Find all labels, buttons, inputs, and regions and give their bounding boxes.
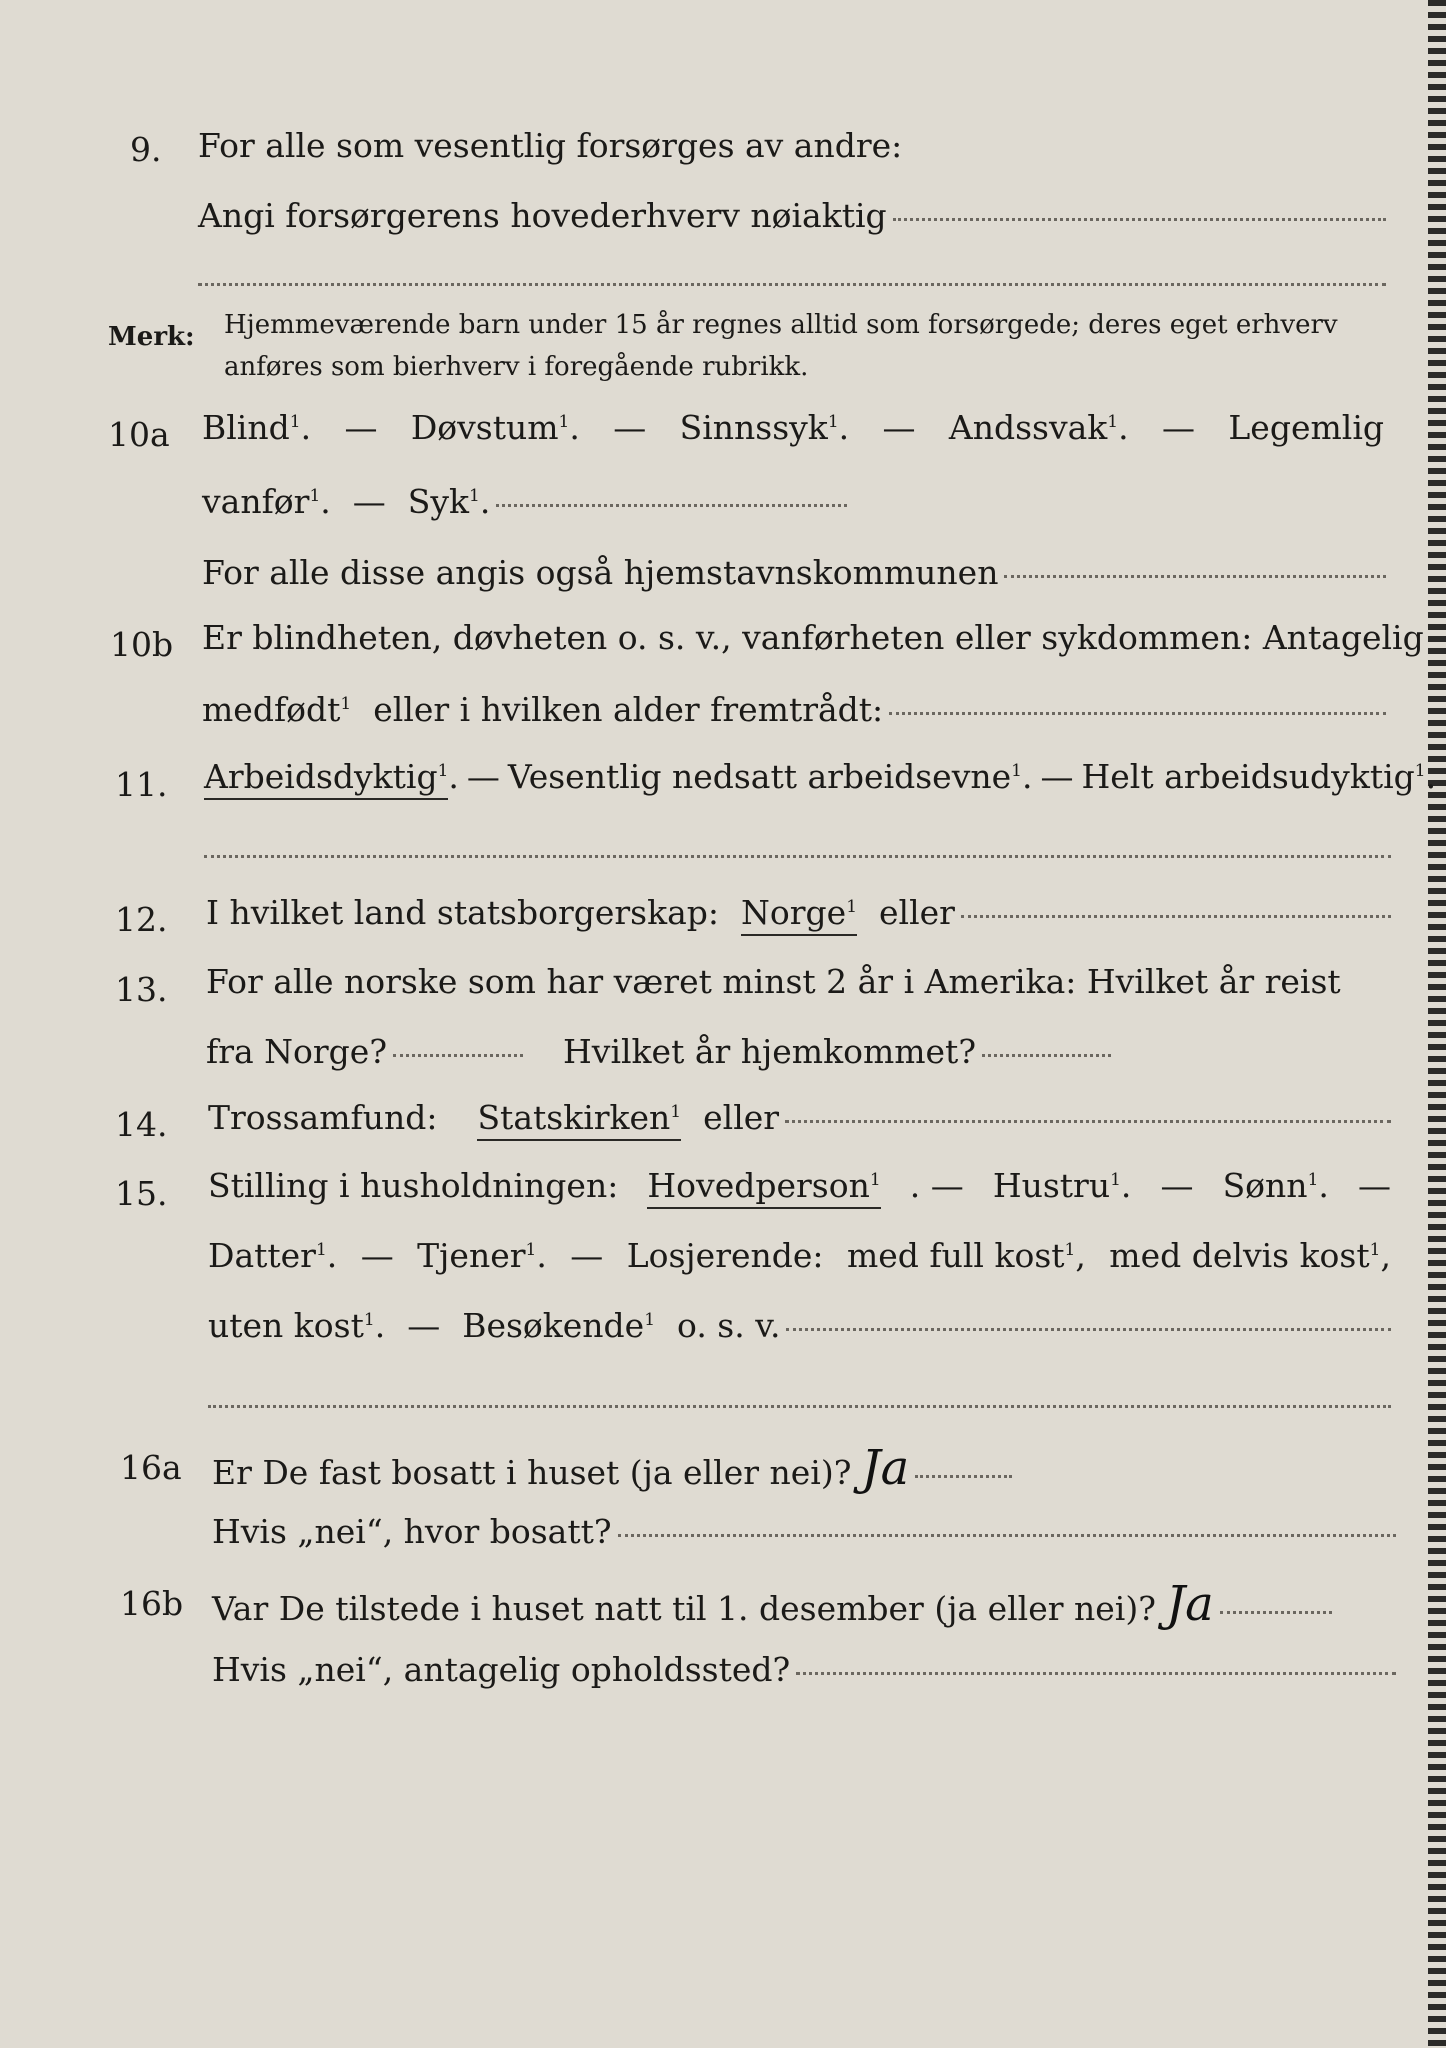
item-15-number: 15. xyxy=(115,1174,168,1213)
item-13-fra-norge: fra Norge? xyxy=(206,1032,388,1071)
dash-4: — xyxy=(1162,408,1195,447)
option-delvis-kost[interactable]: med delvis kost$^1$, xyxy=(1109,1236,1391,1275)
option-uten-kost[interactable]: uten kost$^1$. xyxy=(208,1306,386,1345)
item-15-line1 xyxy=(208,1166,1391,1209)
option-hustru[interactable]: Hustru$^1$. xyxy=(992,1166,1132,1205)
item-15-extra-line[interactable] xyxy=(208,1405,1391,1408)
item-12-line xyxy=(206,893,1391,936)
option-sonn[interactable]: Sønn$^1$. xyxy=(1222,1166,1329,1205)
item-10a-answer-line[interactable] xyxy=(496,504,847,507)
item-12-number: 12. xyxy=(115,900,168,939)
item-12-eller: eller xyxy=(879,893,955,932)
item-16a-answer[interactable]: Ja xyxy=(861,1440,910,1496)
item-16b-line2 xyxy=(212,1650,1396,1689)
option-full-kost[interactable]: med full kost$^1$, xyxy=(846,1236,1086,1275)
item-10a-hjemstavn-line[interactable] xyxy=(1004,575,1386,578)
item-13-number: 13. xyxy=(115,970,168,1009)
item-9-line2 xyxy=(198,196,1386,235)
dash-8: . — xyxy=(909,1166,964,1205)
option-andssvak[interactable]: Andssvak$^1$. xyxy=(948,408,1129,447)
option-legemlig[interactable]: Legemlig xyxy=(1228,408,1384,447)
item-9-line1: For alle som vesentlig forsørges av andre: xyxy=(198,126,903,165)
item-14-answer-line[interactable] xyxy=(785,1120,1391,1123)
item-14-line xyxy=(208,1098,1391,1141)
merk-line1: Hjemmeværende barn under 15 år regnes alltid som forsørgede; deres eget erhverv xyxy=(224,310,1338,340)
item-10a-line3-text: For alle disse angis også hjemstavnskommunen xyxy=(202,553,999,592)
item-10b-line2-text: eller i hvilken alder fremtrådt: xyxy=(373,690,884,729)
item-13-reist-line[interactable] xyxy=(393,1054,523,1057)
dash-12: — xyxy=(570,1236,604,1275)
item-15-losjerende: Losjerende: xyxy=(626,1236,824,1275)
item-16a-answer-line[interactable] xyxy=(915,1475,1012,1478)
item-10b-line2 xyxy=(202,690,1386,729)
item-10a-line3 xyxy=(202,553,1386,592)
option-besokende[interactable]: Besøkende$^1$ xyxy=(462,1306,656,1345)
option-arbeidsdyktig[interactable]: Arbeidsdyktig$^1$ xyxy=(204,757,448,800)
item-11-line1: Arbeidsdyktig$^1$ . — Vesentlig nedsatt arbeidsevne$^1$. — Helt arbeidsudyktig$^1$. xyxy=(204,757,1436,800)
item-10b-number: 10b xyxy=(110,625,174,664)
item-10b-line1: Er blindheten, døvheten o. s. v., vanførheten eller sykdommen: Antagelig xyxy=(202,618,1424,657)
option-sinnssyk[interactable]: Sinnssyk$^1$. xyxy=(679,408,850,447)
item-9-line2-text: Angi forsørgerens hovederhverv nøiaktig xyxy=(198,196,887,235)
item-12-answer-line[interactable] xyxy=(961,915,1391,918)
item-9-answer-line[interactable] xyxy=(893,218,1386,221)
item-16a-bosatt-line[interactable] xyxy=(618,1534,1396,1537)
item-13-line2 xyxy=(206,1032,1111,1071)
option-dovstum[interactable]: Døvstum$^1$. xyxy=(410,408,580,447)
item-16b-answer[interactable]: Ja xyxy=(1165,1576,1214,1632)
item-16b-question: Var De tilstede i huset natt til 1. desember (ja eller nei)? xyxy=(212,1589,1156,1628)
item-16a-question: Er De fast bosatt i huset (ja eller nei)? xyxy=(212,1453,852,1492)
item-15-osv: o. s. v. xyxy=(677,1306,781,1345)
item-16b-answer-line[interactable] xyxy=(1220,1611,1332,1614)
option-medfodt[interactable]: medfødt$^1$ xyxy=(202,690,352,729)
item-16a-number: 16a xyxy=(120,1448,182,1487)
dash-6: — xyxy=(466,757,500,796)
dash-7: — xyxy=(1040,757,1074,796)
item-16b-number: 16b xyxy=(120,1584,184,1623)
item-16a-line1 xyxy=(212,1440,1012,1496)
item-14-text: Trossamfund: xyxy=(208,1098,438,1137)
option-datter[interactable]: Datter$^1$. xyxy=(208,1236,338,1275)
option-norge[interactable]: Norge$^1$ xyxy=(741,893,857,936)
dash-9: — xyxy=(1160,1166,1194,1205)
merk-label: Merk: xyxy=(108,322,195,352)
option-arbeidsudyktig[interactable]: Helt arbeidsudyktig$^1$. xyxy=(1081,757,1437,796)
item-10a-number: 10a xyxy=(108,415,170,454)
item-16b-opholdssted-line[interactable] xyxy=(796,1672,1396,1675)
dash-11: — xyxy=(360,1236,394,1275)
dash-2: — xyxy=(613,408,647,447)
item-16b-followup: Hvis „nei“, antagelig opholdssted? xyxy=(212,1650,791,1689)
dash-5: — xyxy=(352,482,386,521)
item-12-text: I hvilket land statsborgerskap: xyxy=(206,893,720,932)
item-13-hjemkommet-line[interactable] xyxy=(982,1054,1111,1057)
item-14-number: 14. xyxy=(115,1105,168,1144)
item-15-text: Stilling i husholdningen: xyxy=(208,1166,619,1205)
item-14-eller: eller xyxy=(703,1098,780,1137)
item-10a-line2 xyxy=(202,482,847,521)
option-vanfor[interactable]: vanfør$^1$. xyxy=(202,482,331,521)
item-11-number: 11. xyxy=(115,765,168,804)
item-9-number: 9. xyxy=(130,130,162,169)
item-13-hjemkommet: Hvilket år hjemkommet? xyxy=(563,1032,977,1071)
dash-1: — xyxy=(344,408,378,447)
item-10a-line1 xyxy=(202,408,1384,447)
item-16a-followup: Hvis „nei“, hvor bosatt? xyxy=(212,1512,612,1551)
option-syk[interactable]: Syk$^1$. xyxy=(407,482,491,521)
item-10b-answer-line[interactable] xyxy=(889,712,1386,715)
dash-10: — xyxy=(1357,1166,1391,1205)
option-blind[interactable]: Blind$^1$. xyxy=(202,408,312,447)
merk-line2: anføres som bierhverv i foregående rubrikk. xyxy=(224,352,809,382)
item-11-answer-line[interactable] xyxy=(204,855,1391,858)
dash-3: — xyxy=(882,408,916,447)
option-nedsatt-arbeidsevne[interactable]: Vesentlig nedsatt arbeidsevne$^1$. xyxy=(507,757,1033,796)
perforated-edge xyxy=(1428,0,1446,2048)
item-16a-line2 xyxy=(212,1512,1396,1551)
option-hovedperson[interactable]: Hovedperson$^1$ xyxy=(647,1166,880,1209)
item-15-line3 xyxy=(208,1306,1391,1345)
dash-13: — xyxy=(407,1306,441,1345)
item-15-line2 xyxy=(208,1236,1391,1275)
item-9-extra-line[interactable] xyxy=(198,283,1386,286)
item-15-answer-line[interactable] xyxy=(786,1328,1391,1331)
option-tjener[interactable]: Tjener$^1$. xyxy=(417,1236,547,1275)
item-13-line1: For alle norske som har været minst 2 år i Amerika: Hvilket år reist xyxy=(206,962,1341,1001)
option-statskirken[interactable]: Statskirken$^1$ xyxy=(477,1098,681,1141)
item-16b-line1 xyxy=(212,1576,1332,1632)
